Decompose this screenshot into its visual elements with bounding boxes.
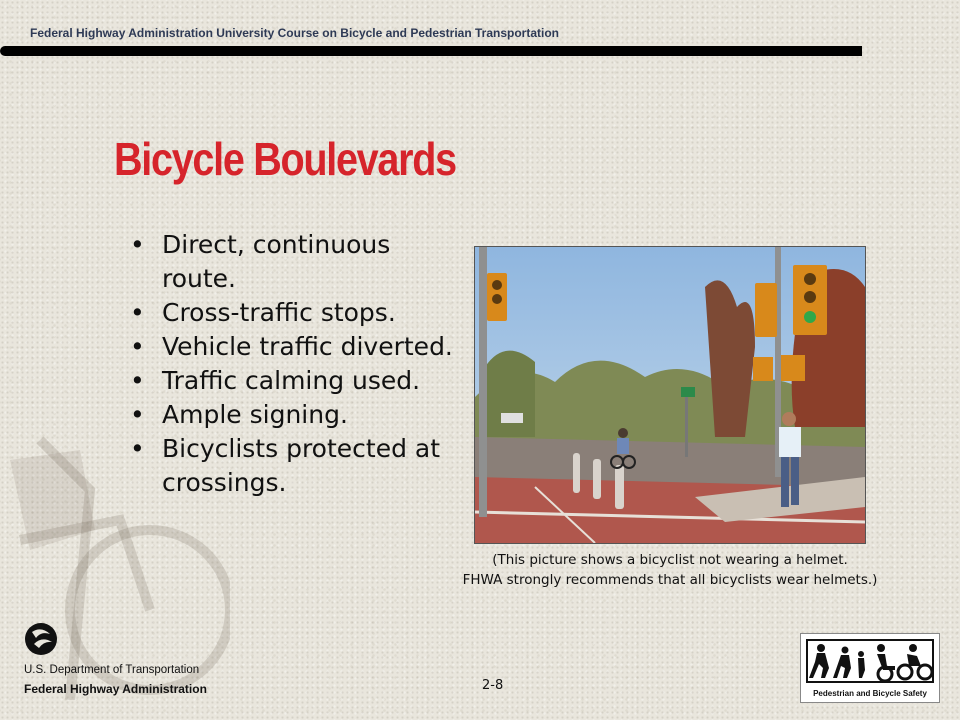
- bullet-text: Bicyclists protected at: [162, 434, 441, 463]
- bullet-item: [130, 330, 490, 364]
- bullet-dot-icon: •: [130, 332, 145, 361]
- bullet-item: [130, 228, 490, 296]
- caption-line: (This picture shows a bicyclist not wearing a helmet.: [492, 552, 848, 568]
- header-title: Federal Highway Administration University Course on Bicycle and Pedestrian Transportation: [30, 26, 560, 40]
- photo-caption: [400, 550, 940, 590]
- bullet-text: Traffic calming used.: [162, 366, 421, 395]
- slide-title: Bicycle Boulevards: [114, 133, 456, 185]
- bullet-text: Cross-traffic stops.: [162, 298, 396, 327]
- pbs-logo-label: Pedestrian and Bicycle Safety: [813, 689, 927, 698]
- bullet-item: [130, 398, 490, 432]
- bullet-dot-icon: •: [130, 230, 145, 259]
- bullet-text: Vehicle traffic diverted.: [162, 332, 453, 361]
- bullet-text: route.: [162, 264, 236, 293]
- bullet-item: [130, 432, 490, 500]
- bullet-text: Direct, continuous: [162, 230, 391, 259]
- bullet-item: [130, 364, 490, 398]
- bullet-text: crossings.: [162, 468, 287, 497]
- bullet-dot-icon: •: [130, 400, 145, 429]
- page-number: 2-8: [482, 678, 504, 693]
- bullet-dot-icon: •: [130, 434, 145, 463]
- usdot-fhwa-logo: [24, 620, 224, 702]
- caption-line: FHWA strongly recommends that all bicyclists wear helmets.): [462, 572, 878, 588]
- bullet-dot-icon: •: [130, 298, 145, 327]
- bullet-list: [130, 228, 490, 500]
- pedestrian-bicycle-safety-logo: [800, 633, 940, 703]
- dot-department-name: U.S. Department of Transportation: [24, 664, 200, 676]
- pedestrian-icons: [801, 638, 939, 688]
- header-rule: [0, 46, 862, 56]
- street-scene-illustration: [475, 247, 865, 543]
- bullet-item: [130, 296, 490, 330]
- bullet-text: Ample signing.: [162, 400, 348, 429]
- street-crossing-photo: [474, 246, 866, 544]
- dot-tri-swoosh-logo: [24, 622, 58, 656]
- bullet-dot-icon: •: [130, 366, 145, 395]
- fhwa-name: Federal Highway Administration: [24, 682, 207, 696]
